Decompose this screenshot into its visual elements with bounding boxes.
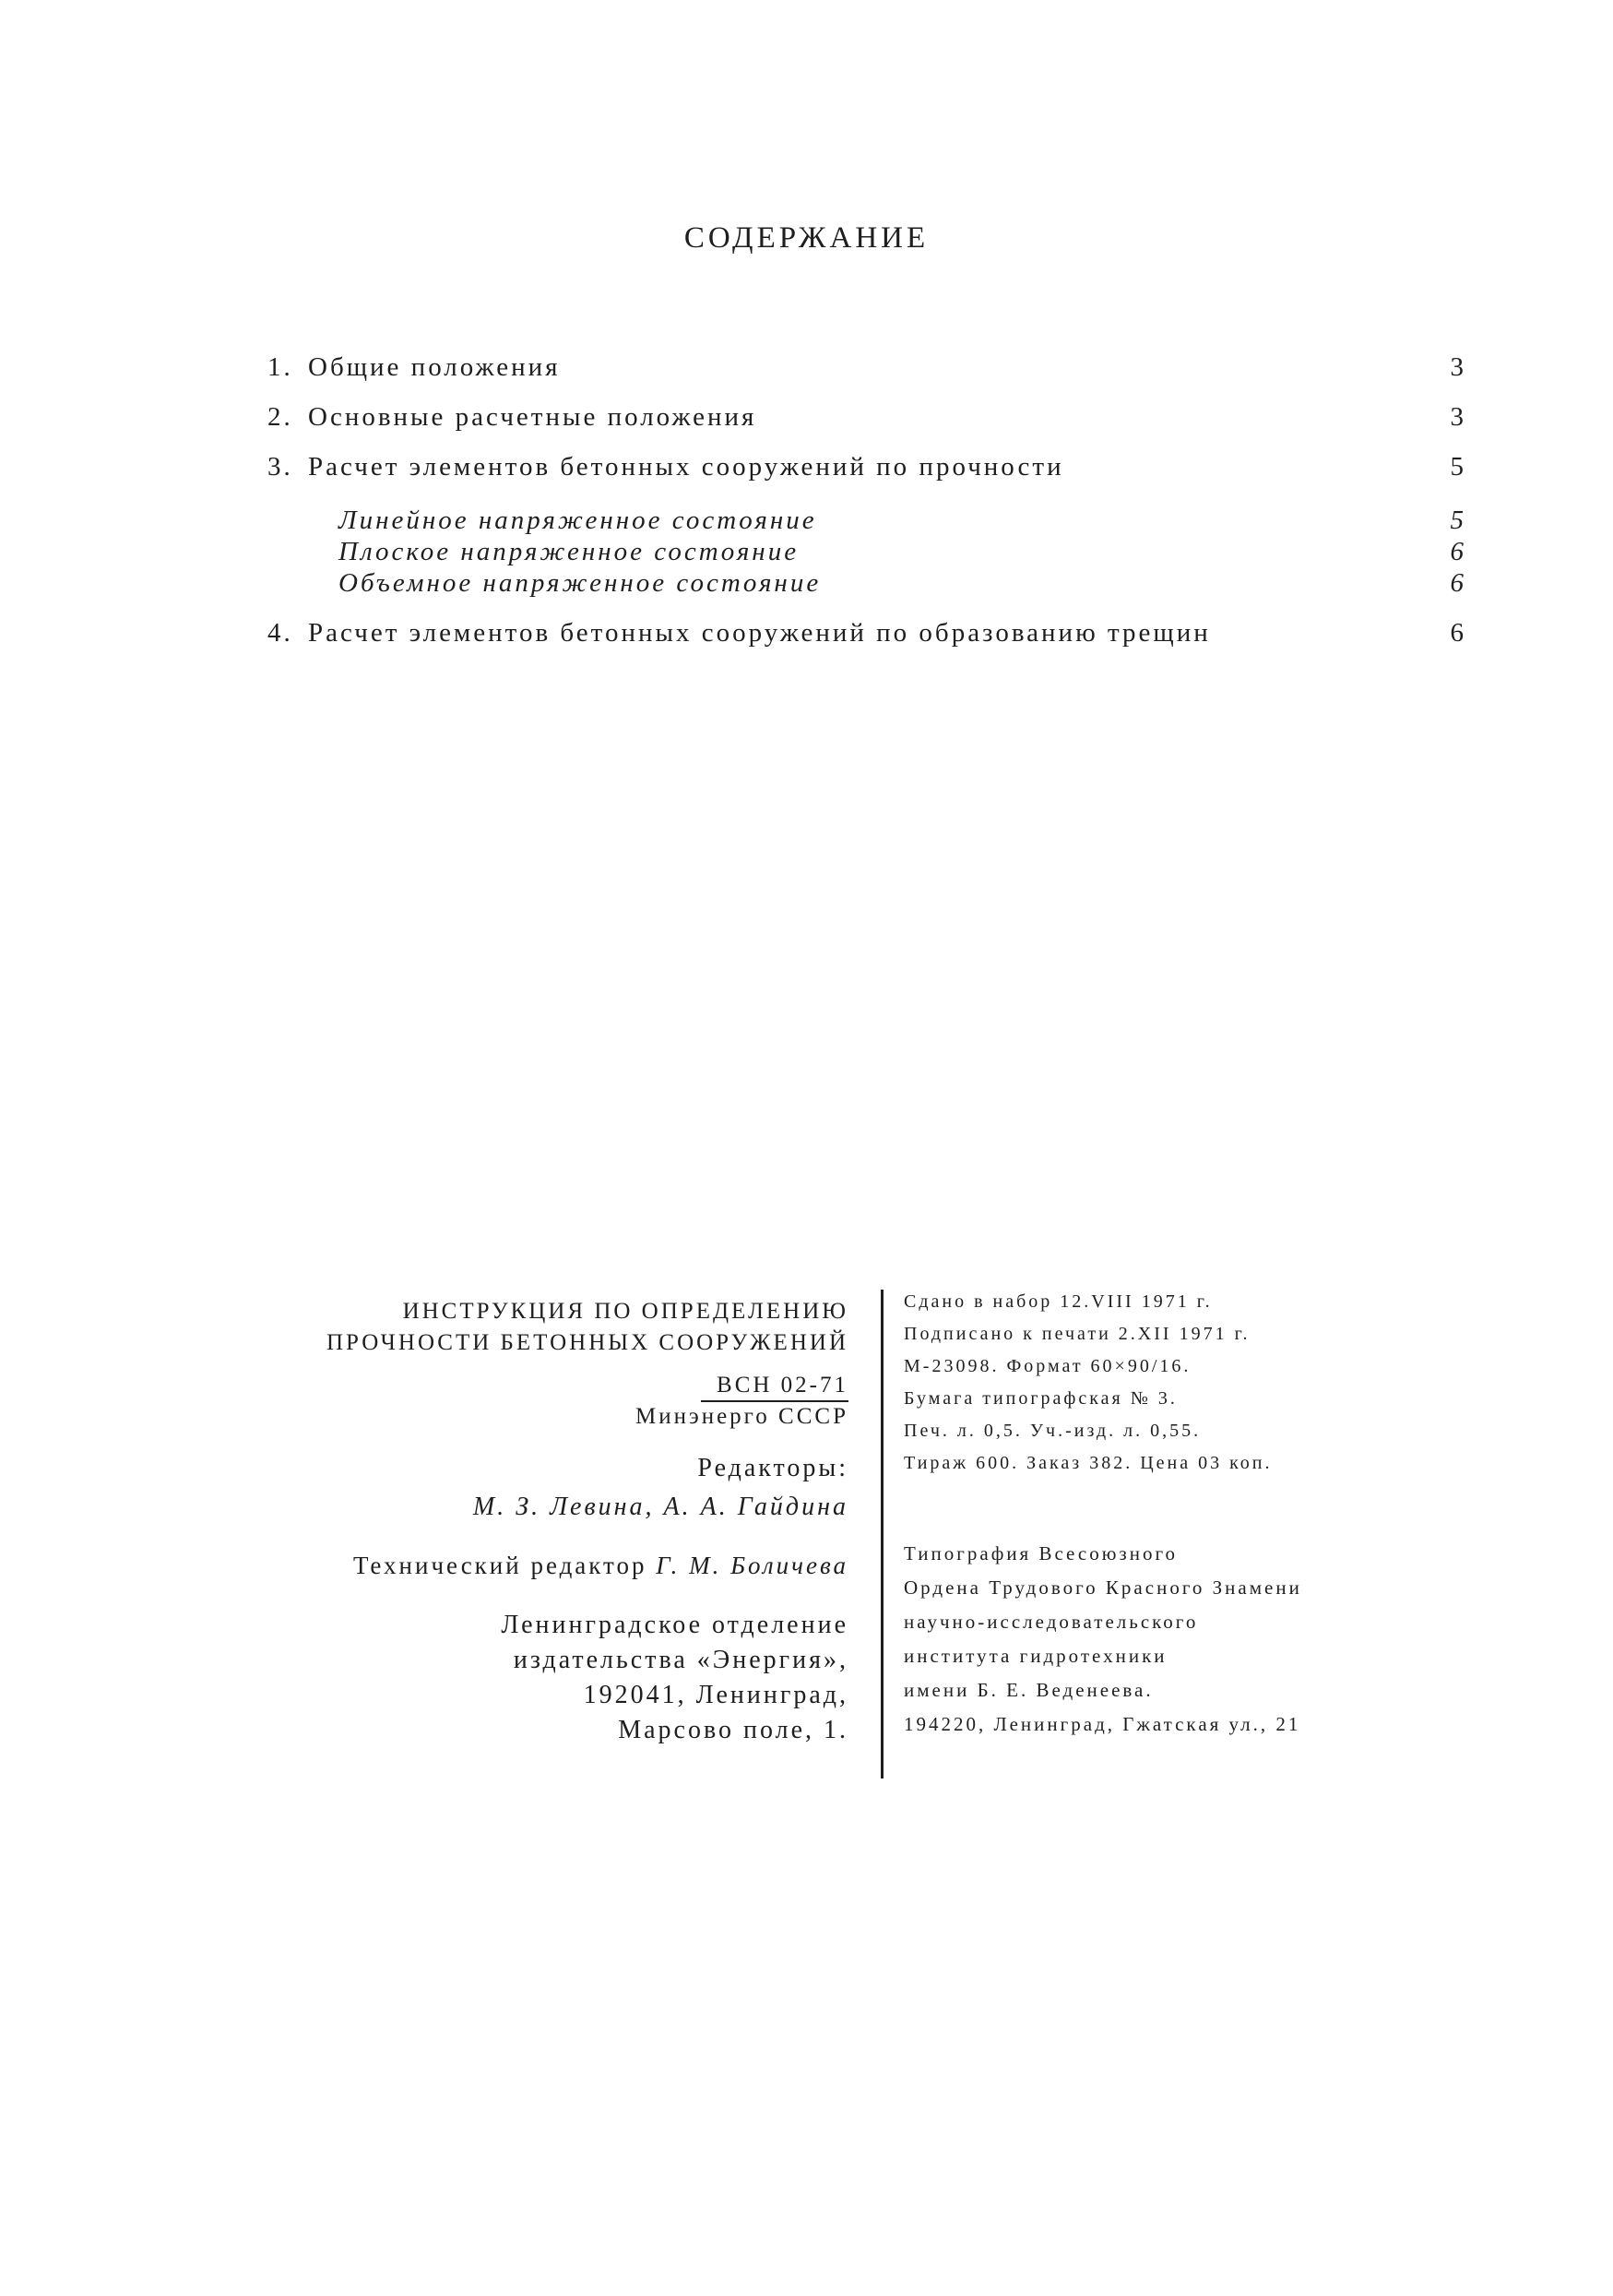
imprint-publisher: 192041, Ленинград, [583, 1681, 848, 1709]
toc-entry-page: 3 [1450, 402, 1466, 432]
imprint-print-detail: Сдано в набор 12.VIII 1971 г. [904, 1291, 1213, 1312]
toc-entry [267, 352, 1466, 402]
imprint-publisher: Ленинградское отделение [501, 1611, 848, 1639]
toc-subentry [267, 506, 1466, 537]
toc-entry-title: Объемное напряженное состояние [338, 568, 822, 598]
imprint-printer: имени Б. Е. Веденеева. [904, 1679, 1154, 1701]
toc-entry-number: 4. [267, 618, 293, 648]
table-of-contents [267, 352, 1466, 668]
toc-entry-title: Линейное напряженное состояние [338, 506, 817, 535]
toc-entry-page: 6 [1450, 537, 1466, 566]
toc-entry-number: 2. [267, 402, 293, 432]
imprint-ministry: Минэнерго СССР [635, 1404, 848, 1429]
toc-subentry [267, 568, 1466, 600]
imprint-print-detail: Печ. л. 0,5. Уч.-изд. л. 0,55. [904, 1421, 1202, 1441]
imprint-tech-editor-name: Г. М. Боличева [656, 1552, 848, 1579]
imprint-left [267, 1299, 848, 1751]
toc-entry-title: Расчет элементов бетонных сооружений по прочности [308, 452, 1064, 482]
imprint-printer: института гидротехники [904, 1645, 1168, 1667]
imprint-print-detail: Бумага типографская № 3. [904, 1388, 1178, 1409]
imprint-doc-code-text: ВСН 02-71 [701, 1373, 848, 1402]
imprint-right [904, 1291, 1457, 1747]
imprint-divider [881, 1290, 884, 1779]
imprint-printer: 194220, Ленинград, Гжатская ул., 21 [904, 1713, 1301, 1735]
imprint-editors-label: Редакторы: [697, 1454, 848, 1482]
imprint-doc-title: ИНСТРУКЦИЯ ПО ОПРЕДЕЛЕНИЮ [402, 1299, 848, 1324]
imprint-tech-editor-label: Технический редактор [352, 1552, 647, 1579]
toc-entry-page: 6 [1450, 618, 1466, 648]
toc-entry-page: 5 [1450, 452, 1466, 482]
imprint-printer: научно-исследовательского [904, 1611, 1199, 1633]
imprint-gap [904, 1485, 1457, 1542]
imprint-doc-title: ПРОЧНОСТИ БЕТОННЫХ СООРУЖЕНИЙ [326, 1330, 848, 1355]
toc-entry-page: 3 [1450, 352, 1466, 382]
imprint-publisher: Марсово поле, 1. [618, 1716, 848, 1744]
toc-entry-title: Общие положения [308, 352, 561, 382]
toc-entry [267, 618, 1466, 668]
toc-subentry [267, 537, 1466, 568]
toc-entry [267, 402, 1466, 452]
imprint-doc-code [267, 1373, 848, 1400]
page-title: СОДЕРЖАНИЕ [683, 221, 930, 255]
toc-entry-title: Основные расчетные положения [308, 402, 757, 432]
toc-entry-number: 3. [267, 452, 293, 482]
imprint-tech-editor [267, 1552, 848, 1611]
imprint-editors-names: М. З. Левина, А. А. Гайдина [472, 1493, 848, 1521]
toc-entry-page: 5 [1450, 506, 1466, 535]
imprint-printer: Типография Всесоюзного [904, 1542, 1179, 1564]
toc-entry-title: Расчет элементов бетонных сооружений по образованию трещин [308, 618, 1211, 648]
toc-entry-page: 6 [1450, 568, 1466, 598]
toc-entry-number: 1. [267, 352, 293, 382]
imprint-print-detail: Подписано к печати 2.XII 1971 г. [904, 1324, 1251, 1344]
toc-entry [267, 452, 1466, 502]
imprint-publisher: издательства «Энергия», [513, 1646, 848, 1674]
imprint-printer: Ордена Трудового Красного Знамени [904, 1576, 1302, 1599]
imprint-print-detail: Тираж 600. Заказ 382. Цена 03 коп. [904, 1453, 1273, 1473]
toc-entry-title: Плоское напряженное состояние [338, 537, 800, 566]
imprint-print-detail: М-23098. Формат 60×90/16. [904, 1356, 1192, 1376]
